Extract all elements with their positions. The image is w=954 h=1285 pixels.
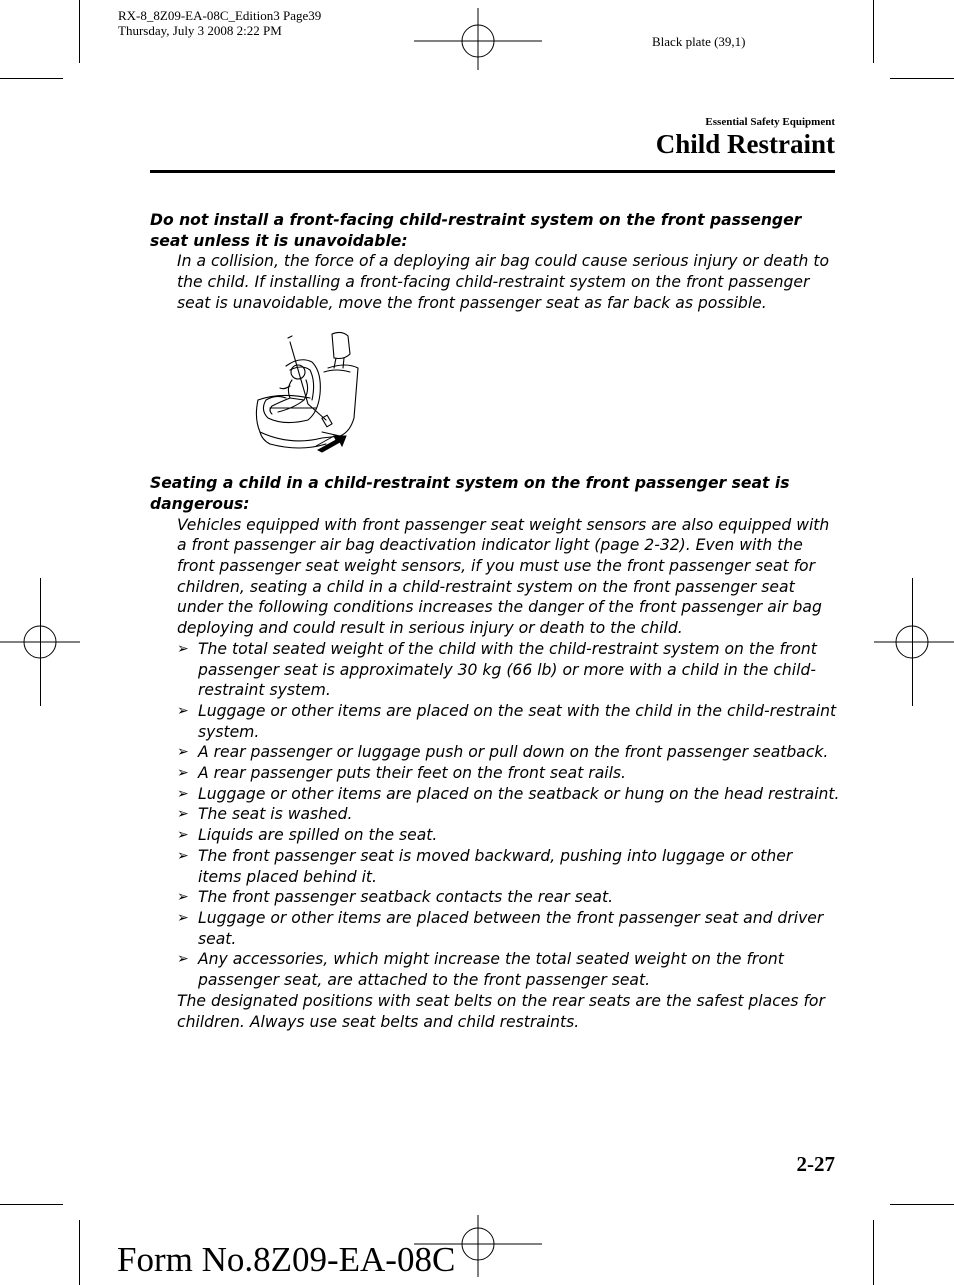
plate-label: Black plate (39,1) — [652, 34, 746, 49]
arrowhead-bullet-icon: ➢ — [177, 806, 189, 823]
registration-mark-right-icon — [874, 610, 954, 674]
list-item: ➢ Liquids are spilled on the seat. — [177, 826, 438, 845]
main-content — [150, 210, 840, 1032]
form-number: Form No.8Z09-EA-08C — [117, 1240, 456, 1279]
print-meta — [118, 8, 321, 38]
arrowhead-bullet-icon: ➢ — [177, 889, 189, 906]
print-meta-file: RX-8_8Z09-EA-08C_Edition3 Page39 — [118, 8, 322, 23]
warning-body-2: Vehicles equipped with front passenger seat weight sensors are also equipped with a front passenger air bag deactivation indicator light (page 2-32). Even with the front passenger seat weight sensors, if you must use the front passenger seat for children, seating a child in a child-restraint system on the front passenger seat under the following conditions increases the danger of the front passenger air bag deploying and could result in serious injury or death to the child. — [177, 515, 830, 638]
section-label: Essential Safety Equipment — [705, 116, 835, 128]
list-item: ➢ A rear passenger or luggage push or pull down on the front passenger seatback. — [177, 743, 829, 762]
list-item: ➢ The seat is washed. — [177, 805, 353, 824]
condition-list — [150, 639, 840, 991]
arrowhead-bullet-icon: ➢ — [177, 847, 189, 864]
warning-heading-1: Do not install a front-facing child-restraint system on the front passenger seat unless it is unavoidable: — [150, 211, 802, 250]
title-rule — [150, 170, 835, 173]
list-item: ➢ Luggage or other items are placed on the seat with the child in the child-restraint system. — [177, 701, 837, 741]
warning-body-1: In a collision, the force of a deploying air bag could cause serious injury or death to the child. If installing a front-facing child-restraint system on the front passenger seat is unavoidable, move the front passenger seat as far back as possible. — [177, 252, 830, 312]
child-seat-illustration — [250, 328, 370, 456]
list-item: ➢ Any accessories, which might increase the total seated weight on the front passenger seat, are attached to the front passenger seat. — [177, 950, 784, 990]
list-item: ➢ A rear passenger puts their feet on the front seat rails. — [177, 764, 626, 783]
arrowhead-bullet-icon: ➢ — [177, 765, 189, 782]
page-title: Child Restraint — [655, 129, 835, 159]
arrowhead-bullet-icon: ➢ — [177, 785, 189, 802]
registration-mark-left-icon — [0, 610, 80, 674]
arrowhead-bullet-icon: ➢ — [177, 702, 189, 719]
registration-mark-top-icon — [414, 8, 542, 70]
list-item: ➢ The front passenger seat is moved backward, pushing into luggage or other items placed behind it. — [177, 846, 793, 886]
arrowhead-bullet-icon: ➢ — [177, 909, 189, 926]
page-number: 2-27 — [796, 1152, 835, 1176]
arrowhead-bullet-icon: ➢ — [177, 951, 189, 968]
arrowhead-bullet-icon: ➢ — [177, 640, 189, 657]
warning-heading-2: Seating a child in a child-restraint system on the front passenger seat is dangerous: — [150, 474, 790, 513]
print-meta-date: Thursday, July 3 2008 2:22 PM — [118, 23, 282, 38]
list-item: ➢ The front passenger seatback contacts the rear seat. — [177, 888, 614, 907]
arrowhead-bullet-icon: ➢ — [177, 827, 189, 844]
list-item: ➢ The total seated weight of the child with the child-restraint system on the front passenger seat is approximately 30 kg (66 lb) or more with a child in the child-restraint system. — [177, 639, 817, 700]
list-item: ➢ Luggage or other items are placed on the seatback or hung on the head restraint. — [177, 784, 840, 803]
list-item: ➢ Luggage or other items are placed between the front passenger seat and driver seat. — [177, 908, 824, 948]
arrowhead-bullet-icon: ➢ — [177, 744, 189, 761]
closing-paragraph: The designated positions with seat belts on the rear seats are the safest places for children. Always use seat belts and child restraints. — [177, 991, 825, 1031]
